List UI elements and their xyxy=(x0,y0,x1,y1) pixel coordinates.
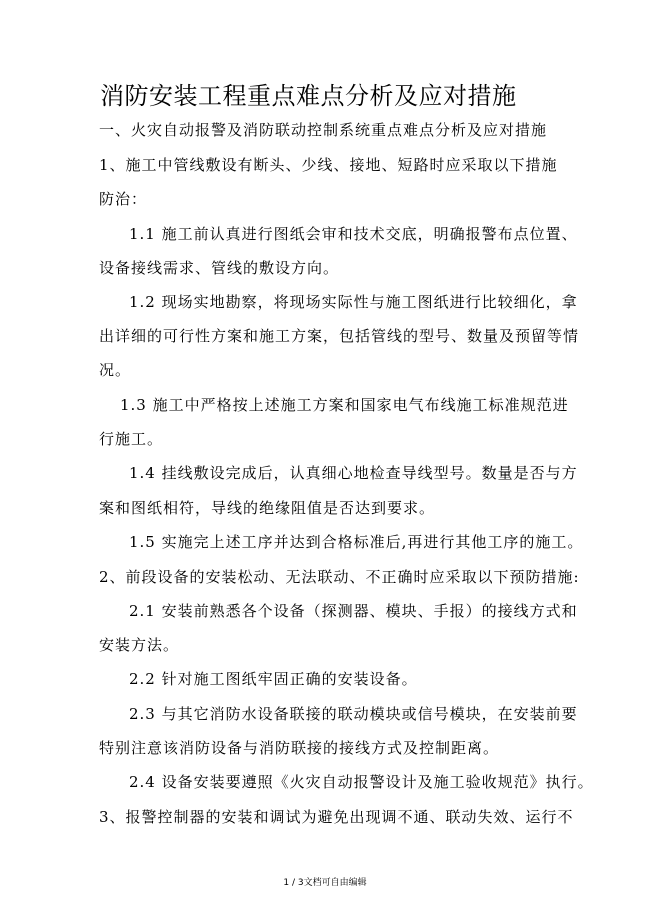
item-2-1-line-2: 安装方法。 xyxy=(99,636,180,654)
item-1-1-line-2: 设备接线需求、管线的敷设方向。 xyxy=(99,259,340,277)
item-2-3-line-1: 2.3 与其它消防水设备联接的联动模块或信号模块，在安装前要 xyxy=(129,705,578,723)
item-2-2-line-1: 2.2 针对施工图纸牢固正确的安装设备。 xyxy=(129,670,418,688)
item-2-4-line-1: 2.4 设备安装要遵照《火灾自动报警设计及施工验收规范》执行。 xyxy=(129,773,594,791)
item-1-4-line-1: 1.4 挂线敷设完成后，认真细心地检查导线型号。数量是否与方 xyxy=(129,464,578,482)
item-1-3-line-1: 1.3 施工中严格按上述施工方案和国家电气布线施工标准规范进 xyxy=(120,396,569,414)
item-2-1-line-1: 2.1 安装前熟悉各个设备（探测器、模块、手报）的接线方式和 xyxy=(129,602,578,620)
item-1-2-line-1: 1.2 现场实地勘察，将现场实际性与施工图纸进行比较细化，拿 xyxy=(129,293,578,311)
item-1-4-line-2: 案和图纸相符，导线的绝缘阻值是否达到要求。 xyxy=(99,499,436,517)
page-title: 消防安装工程重点难点分析及应对措施 xyxy=(100,82,517,110)
item-1-1-line-1: 1.1 施工前认真进行图纸会审和技术交底，明确报警布点位置、 xyxy=(129,225,578,243)
item-2-line-1: 2、前段设备的安装松动、无法联动、不正确时应采取以下预防措施: xyxy=(99,568,580,586)
item-1-5-line-1: 1.5 实施完上述工序并达到合格标准后,再进行其他工序的施工。 xyxy=(129,533,584,551)
item-3-line-1: 3、报警控制器的安装和调试为避免出现调不通、联动失效、运行不 xyxy=(99,808,574,826)
item-1-line-1: 1、施工中管线敷设有断头、少线、接地、短路时应采取以下措施 xyxy=(99,156,558,174)
item-1-line-2: 防治： xyxy=(99,190,148,208)
item-2-3-line-2: 特别注意该消防设备与消防联接的接线方式及控制距离。 xyxy=(99,739,500,757)
item-1-2-line-2: 出详细的可行性方案和施工方案，包括管线的型号、数量及预留等情 xyxy=(99,327,580,345)
section-heading-1: 一、火灾自动报警及消防联动控制系统重点难点分析及应对措施 xyxy=(99,121,548,139)
item-1-3-line-2: 行施工。 xyxy=(99,430,164,448)
page-footer: 1 / 3文档可自由编辑 xyxy=(283,878,367,888)
item-1-2-line-3: 况。 xyxy=(99,361,132,379)
